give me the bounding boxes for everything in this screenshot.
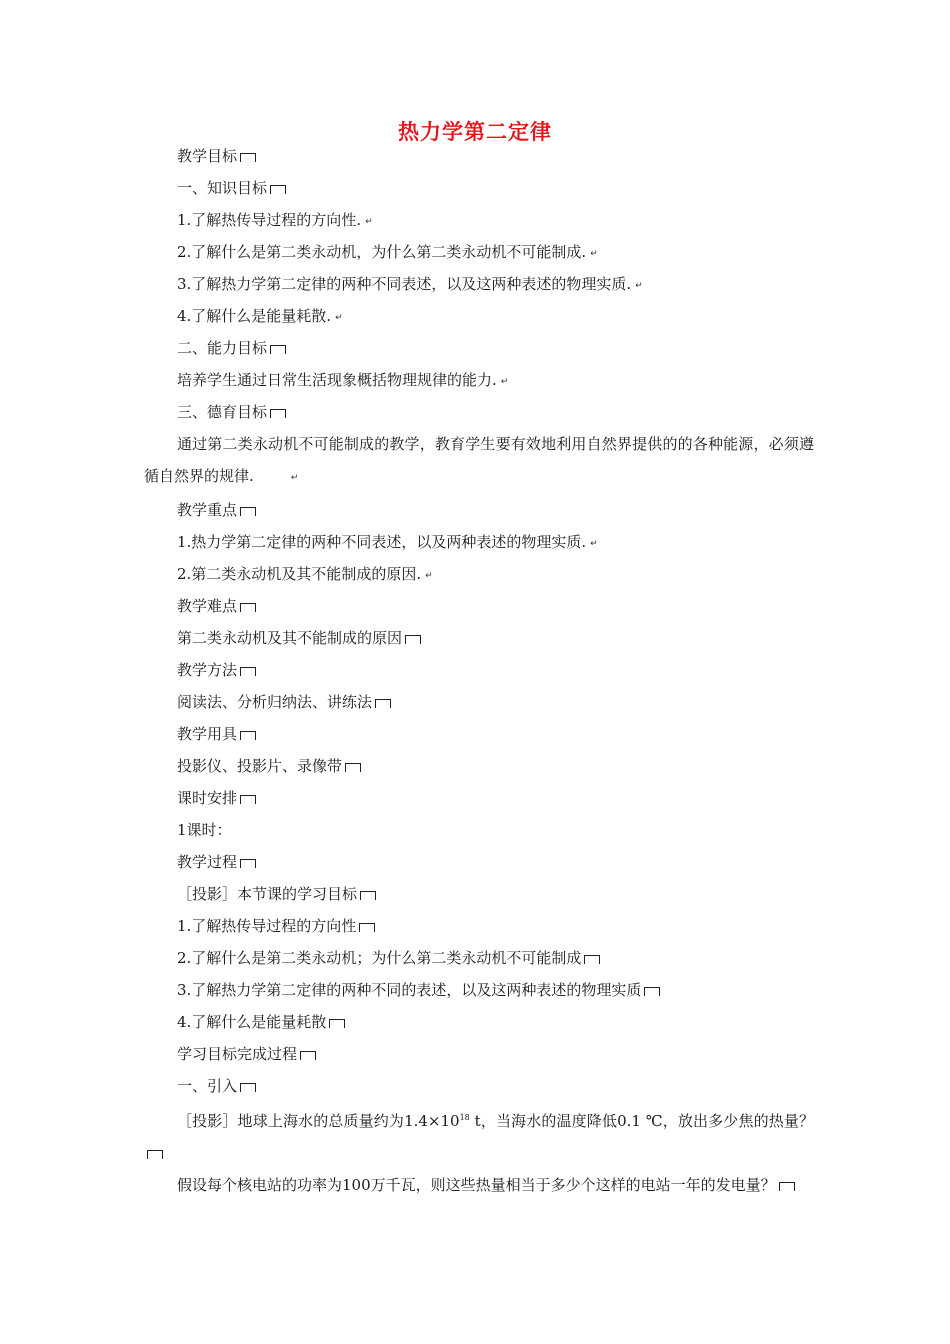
text-line (144, 526, 814, 558)
objectives-section (144, 140, 814, 428)
text-line (144, 718, 814, 750)
power-station-paragraph (144, 1169, 814, 1201)
paragraph-mark-icon (240, 731, 256, 740)
paragraph-mark-icon (375, 699, 391, 708)
line-text: 1.了解热传导过程的方向性 (177, 917, 357, 935)
line-text: 教学用具 (177, 725, 238, 743)
line-text: 二、能力目标 (177, 339, 268, 357)
paragraph-mark-icon (240, 603, 256, 612)
text-line (144, 846, 814, 878)
paragraph-mark-icon: ↵ (635, 281, 643, 291)
paragraph-mark-icon (584, 955, 600, 964)
text-line (144, 878, 814, 910)
paragraph-mark-icon: ↵ (500, 377, 509, 387)
text-line (144, 622, 814, 654)
line-text: 3.了解热力学第二定律的两种不同表述，以及这两种表述的物理实质. (177, 275, 632, 293)
line-text: 教学目标 (177, 147, 238, 165)
line-text: 2.了解什么是第二类永动机；为什么第二类永动机不可能制成 (177, 949, 582, 967)
text-line (144, 942, 814, 974)
text-line (144, 236, 814, 268)
paragraph-mark-icon: ↵ (365, 217, 373, 227)
line-text: 一、引入 (177, 1077, 238, 1095)
line-text: 第二类永动机及其不能制成的原因 (177, 629, 403, 647)
text-line (144, 814, 814, 846)
paragraph-mark-icon (270, 409, 286, 418)
text-line (144, 974, 814, 1006)
document-body (144, 140, 814, 1201)
paragraph-mark-icon (405, 635, 421, 644)
line-text: 4.了解什么是能量耗散. (177, 307, 332, 325)
paragraph-mark-icon (240, 1083, 256, 1092)
paragraph-mark-icon (270, 185, 286, 194)
paragraph-mark-icon: ↵ (335, 313, 343, 323)
line-text: 课时安排 (177, 789, 238, 807)
text-line (144, 204, 814, 236)
line-text: 1.了解热传导过程的方向性. (177, 211, 362, 229)
moral-objective-paragraph (144, 428, 814, 494)
intro-projection-text-b: t，当海水的温度降低0.1 ℃，放出多少焦的热量？ (469, 1112, 814, 1130)
paragraph-mark-icon (359, 923, 375, 932)
text-line (144, 750, 814, 782)
paragraph-mark-icon (240, 859, 256, 868)
line-text: 培养学生通过日常生活现象概括物理规律的能力. (177, 371, 497, 389)
line-text: 投影仪、投影片、录像带 (177, 757, 343, 775)
line-text: ［投影］本节课的学习目标 (177, 885, 358, 903)
paragraph-mark-icon: ↵ (425, 571, 433, 581)
paragraph-mark-icon (270, 345, 286, 354)
line-text: 1课时： (177, 821, 232, 839)
text-line (144, 172, 814, 204)
paragraph-mark-icon (644, 987, 660, 996)
text-line (144, 140, 814, 172)
intro-projection-text-a: ［投影］地球上海水的总质量约为1.4×10 (177, 1112, 460, 1130)
text-line (144, 396, 814, 428)
moral-objective-text: 通过第二类永动机不可能制成的教学，教育学生要有效地利用自然界提供的的各种能源，必须遵循自然界的规律. (144, 435, 814, 485)
text-line (144, 654, 814, 686)
paragraph-mark-icon (240, 667, 256, 676)
line-text: 2.第二类永动机及其不能制成的原因. (177, 565, 422, 583)
line-text: 一、知识目标 (177, 179, 268, 197)
text-line (144, 782, 814, 814)
line-text: 3.了解热力学第二定律的两种不同的表述，以及这两种表述的物理实质 (177, 981, 642, 999)
text-line (144, 1070, 814, 1102)
text-line (144, 590, 814, 622)
paragraph-mark-icon (360, 891, 376, 900)
document-title: 热力学第二定律 (398, 120, 552, 144)
paragraph-mark-icon (240, 795, 256, 804)
power-station-text: 假设每个核电站的功率为100万千瓦，则这些热量相当于多少个这样的电站一年的发电量？ (177, 1176, 776, 1194)
intro-projection-paragraph (144, 1102, 814, 1169)
text-line (144, 558, 814, 590)
paragraph-mark-icon: ↵ (590, 249, 598, 259)
line-text: 学习目标完成过程 (177, 1045, 298, 1063)
paragraph-mark-icon (345, 763, 361, 772)
text-line (144, 1038, 814, 1070)
paragraph-mark-icon (779, 1182, 795, 1191)
paragraph-mark-icon: ↵ (290, 473, 299, 483)
paragraph-mark-icon (240, 507, 256, 516)
text-line (144, 268, 814, 300)
line-text: 教学方法 (177, 661, 238, 679)
paragraph-mark-icon (300, 1051, 316, 1060)
text-line (144, 494, 814, 526)
paragraph-mark-icon (240, 153, 256, 162)
line-text: 教学重点 (177, 501, 238, 519)
line-text: 1.热力学第二定律的两种不同表述，以及两种表述的物理实质. (177, 533, 587, 551)
lesson-plan-section (144, 494, 814, 1102)
text-line (144, 300, 814, 332)
intro-exponent: 18 (459, 1113, 470, 1122)
paragraph-mark-icon: ↵ (590, 539, 598, 549)
text-line (144, 1006, 814, 1038)
text-line (144, 910, 814, 942)
line-text: 教学过程 (177, 853, 238, 871)
line-text: 阅读法、分析归纳法、讲练法 (177, 693, 373, 711)
line-text: 三、德育目标 (177, 403, 268, 421)
paragraph-mark-icon (329, 1019, 345, 1028)
line-text: 教学难点 (177, 597, 238, 615)
text-line (144, 332, 814, 364)
paragraph-mark-icon (147, 1150, 163, 1159)
text-line (144, 686, 814, 718)
text-line (144, 364, 814, 396)
line-text: 2.了解什么是第二类永动机，为什么第二类永动机不可能制成. (177, 243, 587, 261)
line-text: 4.了解什么是能量耗散 (177, 1013, 327, 1031)
